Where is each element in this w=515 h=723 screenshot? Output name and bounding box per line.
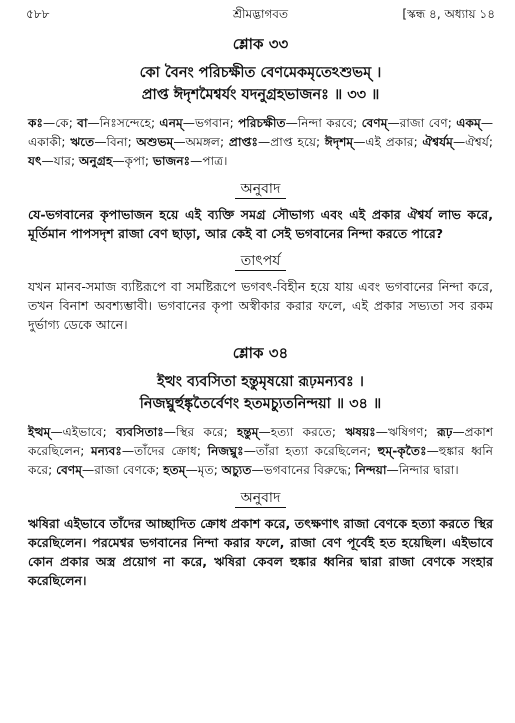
synonym-word: নিজঘ্নুঃ	[207, 444, 244, 458]
synonym-word: পরিচক্ষীত	[238, 116, 286, 130]
synonym-meaning: তাঁরা হত্যা করেছিলেন	[255, 444, 367, 458]
synonym-word: প্রাপ্তঃ	[228, 135, 258, 149]
synonym-meaning: পাত্র	[202, 154, 224, 168]
synonym-word: নিন্দয়া	[355, 463, 387, 477]
purport-text: যখন মানব-সমাজ ব্যষ্টিরূপে বা সমষ্টিরূপে ভগবৎ-বিহীন হয়ে যায় এবং ভগবানের নিন্দা করে, তখন বিনাশ অবশ্যম্ভাবী। ভগবানের কৃপা অস্বীকার করার ফলে, এই প্রকার সভ্যতা সব রকম দুর্ভাগ্য ডেকে আনে।	[28, 279, 493, 332]
synonym-meaning: এই প্রকার	[365, 135, 414, 149]
synonym-word: এনম্	[159, 116, 183, 130]
synonym-meaning: তাঁদের ক্রোধ	[134, 444, 197, 458]
synonym-word: বেণম্	[56, 463, 82, 477]
synonym-meaning: স্থির করে	[175, 425, 224, 439]
synonym-word: কঃ	[28, 116, 44, 130]
synonym-meaning: যার	[53, 154, 71, 168]
word-meanings: কঃ—কে; বা—নিঃসন্দেহে; এনম্—ভগবান; পরিচক্ষীত—নিন্দা করবে; বেণম্—রাজা বেণ; একম্—একাকী; ঋতে—বিনা; অশুভম্—অমঙ্গল; প্রাপ্তঃ—প্রাপ্ত হয়ে; ঈদৃশম্—এই প্রকার; ঐশ্বর্যম্—ঐশ্বর্য; যৎ—যার; অনুগ্রহ—কৃপা; ভাজনঃ—পাত্র।	[28, 116, 494, 168]
synonym-meaning: একাকী	[28, 135, 62, 149]
synonym-meaning: প্রাপ্ত হয়ে	[270, 135, 317, 149]
translation-text: যে-ভগবানের কৃপাভাজন হয়ে এই ব্যক্তি সমগ্র সৌভাগ্য এবং এই প্রকার ঐশ্বর্য লাভ করে, মূর্তিমান পাপসদৃশ রাজা বেণ ছাড়া, আর কেই বা সেই ভগবানের নিন্দা করতে পারে?	[28, 207, 493, 241]
synonym-meaning: অমঙ্গল	[185, 135, 221, 149]
verse-line: ইত্থং ব্যবসিতা হন্তুমৃষয়ো রূঢ়মন্যবঃ ।	[157, 374, 364, 390]
verse-line: প্রাপ্ত ঈদৃশমৈশ্বর্যং যদনুগ্রহভাজনঃ ॥ ৩৩ ॥	[141, 87, 380, 103]
verse-heading: শ্লোক ৩৪	[232, 344, 289, 362]
verse-text	[28, 371, 493, 415]
synonym-word: ঈদৃশম্	[324, 135, 354, 149]
synonym-word: ইত্থম্	[28, 425, 51, 439]
translation-heading: অনুবাদ	[28, 177, 493, 201]
synonym-word: ঋতে	[70, 135, 95, 149]
synonym-meaning: নিন্দার দ্বারা	[398, 463, 455, 477]
synonym-meaning: হুঙ্কার ধ্বনি করে	[28, 444, 494, 477]
synonym-meaning: বিনা	[106, 135, 128, 149]
running-header	[26, 6, 495, 26]
translation-text: ঋষিরা এইভাবে তাঁদের আচ্ছাদিত ক্রোধ প্রকাশ করে, তৎক্ষণাৎ রাজা বেণকে হত্যা করতে স্থির করেছিলেন। পরমেশ্বর ভগবানের নিন্দা করার ফলে, রাজা বেণ পূর্বেই হত হয়েছিল। এইভাবে কোন প্রকার অস্ত্র প্রয়োগ না করে, ঋষিরা কেবল হুঙ্কার ধ্বনির দ্বারা রাজা বেণকে সংহার করেছিলেন।	[28, 516, 493, 588]
verse-heading: শ্লোক ৩৩	[232, 35, 289, 53]
synonym-word: অনুগ্রহ	[78, 154, 113, 168]
synonym-word: হন্তুম্	[236, 425, 259, 439]
synonym-word: অশুভম্	[136, 135, 174, 149]
verse-text	[28, 62, 493, 106]
synonym-meaning: এইভাবে	[62, 425, 103, 439]
synonym-word: বেণম্	[361, 116, 388, 130]
synonym-word: ব্যবসিতাঃ	[115, 425, 164, 439]
synonym-word: ভাজনঃ	[152, 154, 191, 168]
synonym-meaning: প্রকাশ করেছিলেন	[28, 425, 494, 458]
synonym-meaning: কৃপা	[124, 154, 145, 168]
verse-line: নিজঘ্নুর্হুঙ্কৃতৈর্বেণং হতমচ্যুতনিন্দয়া ॥ ৩৪ ॥	[139, 396, 382, 412]
synonym-meaning: নিন্দা করবে	[297, 116, 354, 130]
purport-heading: তাৎপর্য	[28, 249, 493, 273]
synonym-word: রূঢ়	[436, 425, 453, 439]
translation-heading: অনুবাদ	[28, 486, 493, 510]
verse-line: কো বৈনং পরিচক্ষীত বেণমেকমৃতেঽশুভম্ ।	[139, 65, 382, 81]
synonym-meaning: ঐশ্বর্য	[465, 135, 489, 149]
synonym-meaning: মৃত	[197, 463, 214, 477]
synonym-word: বা	[77, 116, 88, 130]
word-meanings: ইত্থম্—এইভাবে; ব্যবসিতাঃ—স্থির করে; হন্তুম্—হত্যা করতে; ঋষয়ঃ—ঋষিগণ; রূঢ়—প্রকাশ করেছিলেন; মন্যবঃ—তাঁদের ক্রোধ; নিজঘ্নুঃ—তাঁরা হত্যা করেছিলেন; হুম্-কৃতৈঃ—হুঙ্কার ধ্বনি করে; বেণম্—রাজা বেণকে; হতম্—মৃত; অচ্যুত—ভগবানের বিরুদ্ধে; নিন্দয়া—নিন্দার দ্বারা।	[28, 425, 494, 477]
synonym-word: হতম্	[163, 463, 186, 477]
synonym-meaning: ভগবানের বিরুদ্ধে	[263, 463, 348, 477]
synonym-meaning: রাজা বেণকে	[94, 463, 156, 477]
book-title: শ্রীমদ্ভাগবত	[232, 7, 288, 21]
page-content	[28, 30, 493, 596]
synonym-meaning: ভগবান	[194, 116, 230, 130]
synonym-meaning: হত্যা করতে	[270, 425, 332, 439]
page-number: ৫৮৮	[26, 7, 50, 21]
synonym-meaning: নিঃসন্দেহে	[99, 116, 151, 130]
synonym-word: অচ্যুত	[221, 463, 252, 477]
synonym-word: হুম্-কৃতৈঃ	[377, 444, 427, 458]
synonym-word: ঐশ্বর্যম্	[422, 135, 453, 149]
synonym-word: একম্	[456, 116, 481, 130]
synonym-word: ঋষয়ঃ	[345, 425, 376, 439]
synonym-word: মন্যবঃ	[91, 444, 122, 458]
synonym-meaning: কে	[55, 116, 69, 130]
synonym-word: যৎ	[28, 154, 42, 168]
synonym-meaning: ঋষিগণ	[387, 425, 424, 439]
chapter-location: [স্কন্ধ ৪, অধ্যায় ১৪	[402, 7, 495, 21]
synonym-meaning: রাজা বেণ	[399, 116, 448, 130]
